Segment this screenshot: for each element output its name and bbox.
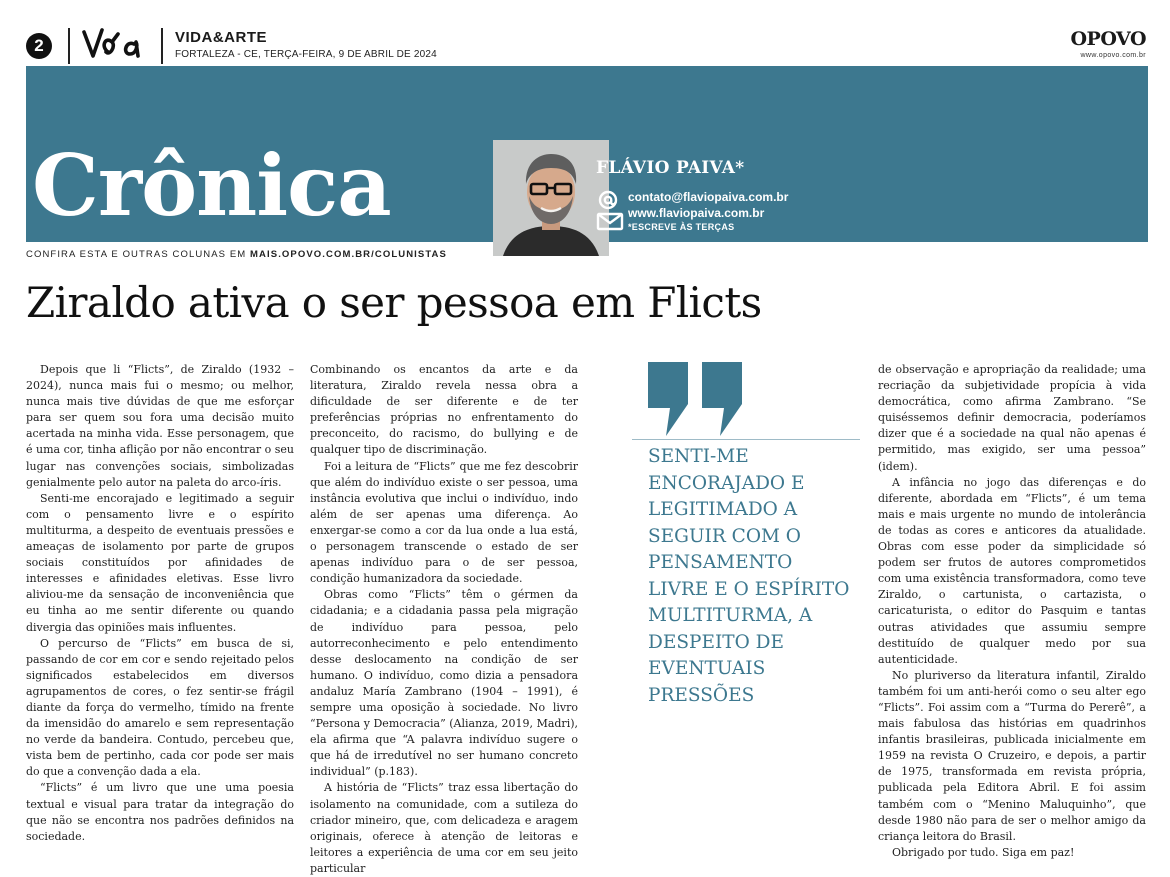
article-column-2 — [310, 362, 578, 877]
paragraph: Obrigado por tudo. Siga em paz! — [892, 845, 1075, 859]
paragraph: No pluriverso da literatura infantil, Ziraldo também foi um anti-herói como o seu alter ego “Flicts”. Foi assim com a “Turma do Pererê”, a mais fabulosa das histórias em quadrinhos infantis brasileiras, publicada inicialmente em 1959 na revista O Cruzeiro, e depois, a partir de 1975, transformada em revista própria, publicada pela Editora Abril. E foi assim também com o “Menino Maluquinho”, que desde 1980 não para de ser o melhor amigo da criança leitora do Brasil. — [878, 668, 1146, 843]
contact-icons — [596, 190, 626, 232]
author-photo — [493, 140, 609, 256]
quote-mark-icon — [648, 362, 748, 436]
dateline: FORTALEZA - CE, TERÇA-FEIRA, 9 DE ABRIL DE 2024 — [175, 49, 437, 60]
author-website[interactable]: www.flaviopaiva.com.br — [628, 206, 765, 220]
newspaper-logo: OPOVO — [1070, 28, 1146, 50]
paragraph: Senti-me encorajado e legitimado a seguir com o pensamento livre e o espírito multiturma, a despeito de eventuais pressões e ameaças de isolamento por parte de grupos sociais constituídos por afinidades de interesses e afinidades eletivas. Esse livro aliviou-me da sensação de inconveniência que eu tinha ao me sentir diferente ou quando divergia das opiniões mais influentes. — [26, 491, 294, 634]
more-columns-text: CONFIRA ESTA E OUTRAS COLUNAS EM — [26, 249, 251, 260]
newspaper-url: www.opovo.com.br — [1080, 52, 1146, 59]
pullquote-divider — [632, 439, 860, 440]
paragraph: Obras como “Flicts” têm o gérmen da cidadania; e a cidadania passa pela migração de indivíduo para pessoa, pelo autorreconhecimento e pelo entendimento desse deslocamento na condição de ser humano. O indivíduo, como dizia a pensadora andaluz María Zambrano (1904 – 1991), é sempre uma oposição à sociedade. No livro “Persona y Democracia” (Alianza, 2019, Madri), ela afirma que “A palavra indivíduo sugere o que há de irredutível no ser humano concreto individual” (p.183). — [310, 588, 578, 779]
paragraph: “Flicts” é um livro que une uma poesia textual e visual para tratar da integração do que não se encontra nos padrões definidos na sociedade. — [26, 781, 294, 843]
section-name: VIDA&ARTE — [175, 29, 268, 46]
paragraph: Foi a leitura de “Flicts” que me fez descobrir que além do indivíduo existe o ser pessoa, uma instância evolutiva que inclui o indivíduo, indo além de ser apenas uma diferença. Ao enxergar-se como a cor da lua onde a lua está, o personagem transcende o estado de ser apenas indivíduo para o de ser pessoa, condição humanizadora da sociedade. — [310, 459, 578, 586]
paragraph: de observação e apropriação da realidade; uma recriação da subjetividade propícia à vida democrática, como afirma Zambrano. “Se quiséssemos definir democracia, poderíamos dizer que é a sociedade na qual não apenas é permitido, mas exigido, ser uma pessoa” (idem). — [878, 363, 1146, 473]
paragraph: O percurso de “Flicts” em busca de si, passando de cor em cor e sendo rejeitado pelos significados estabelecidos em diversos agrupamentos de cores, o fez sentir-se frágil diante da força do vermelho, tímido na frente da imensidão do amarelo e sem representação no verde da bandeira. Contudo, percebeu que, vista bem de pertinho, cada cor pode ser mais do que a convenção dada a ela. — [26, 636, 294, 779]
more-columns-line — [26, 249, 447, 260]
author-contacts — [628, 189, 788, 233]
header-divider — [68, 28, 70, 64]
more-columns-link[interactable]: MAIS.OPOVO.COM.BR/COLUNISTAS — [250, 249, 447, 260]
paragraph: A infância no jogo das diferenças e do diferente, abordada em “Flicts”, é um tema mais e mais urgente no mundo de intolerância de todas as cores e anticores da atualidade. Obras com esse poder da simplicidade só podem ser frutos de autores comprometidos com uma existência transformadora, como teve Ziraldo, o cartunista, o cartazista, o caricaturista, o editor do Pasquim e tantas outras atividades que assumiu sempre destituído de qualquer medo por sua autenticidade. — [878, 475, 1146, 666]
paragraph: Combinando os encantos da arte e da literatura, Ziraldo revela nessa obra a dificuldade de ser diferente e de ter preferências próprias no enfrentamento do preconceito, do racismo, do bullying e de qualquer tipo de discriminação. — [310, 363, 578, 457]
column-title: Crônica — [32, 136, 391, 235]
article-column-3 — [878, 362, 1146, 861]
paragraph: Depois que li “Flicts”, de Ziraldo (1932 – 2024), nunca mais fui o mesmo; ou melhor, nunca mais tive dúvidas de que me esforçar para ser quem sou fora uma decisão muito acertada na minha vida. Esse personagem, que é uma cor, tinha aflição por não encontrar o seu lugar nas convenções sociais, simbolizadas genialmente pelo autor na paleta do arco-íris. — [26, 363, 294, 489]
article-headline: Ziraldo ativa o ser pessoa em Flicts — [26, 278, 762, 327]
header-divider — [161, 28, 163, 64]
article-column-1 — [26, 362, 294, 845]
pullquote: SENTI-ME ENCORAJADO E LEGITIMADO A SEGUIR COM O PENSAMENTO LIVRE E O ESPÍRITO MULTITURMA, A DESPEITO DE EVENTUAIS PRESSÕES — [648, 446, 850, 706]
author-name: FLÁVIO PAIVA* — [596, 158, 745, 178]
publication-frequency: *ESCREVE ÀS TERÇAS — [628, 222, 735, 232]
paragraph: A história de “Flicts” traz essa libertação do isolamento na comunidade, com a sutileza do criador mineiro, que, com delicadeza e aragem originais, oferece à atenção de leitoras e leitores a experiência de uma cor em seu jeito particular — [310, 781, 578, 875]
column-banner — [26, 66, 1148, 242]
vida-e-arte-logo — [78, 22, 150, 66]
page-number: 2 — [26, 33, 52, 59]
author-email[interactable]: contato@flaviopaiva.com.br — [628, 190, 789, 204]
